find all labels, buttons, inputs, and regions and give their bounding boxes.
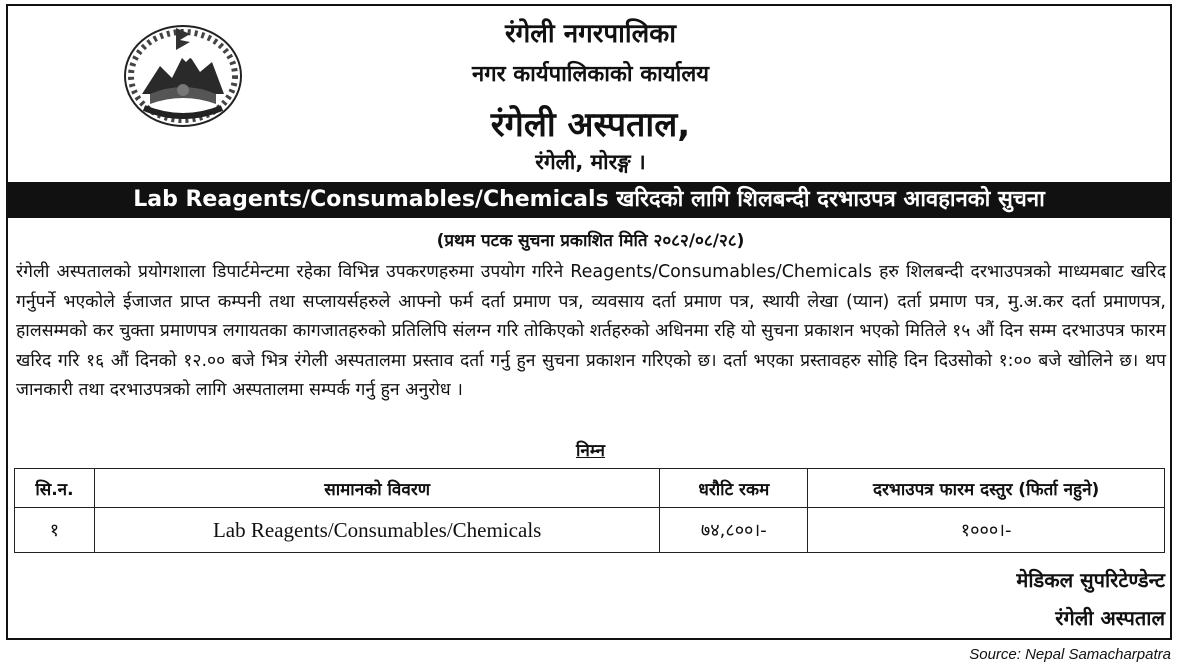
municipality-name: रंगेली नगरपालिका — [505, 19, 676, 49]
cell-serial: १ — [15, 508, 95, 553]
items-table — [14, 468, 1165, 553]
source-credit: Source: Nepal Samacharpatra — [969, 646, 1171, 663]
column-header-deposit: धरौटि रकम — [660, 469, 808, 508]
column-header-description: सामानको विवरण — [94, 469, 659, 508]
notice-body: रंगेली अस्पतालको प्रयोगशाला डिपार्टमेन्टमा रहेका विभिन्न उपकरणहरुमा उपयोग गरिने Reagents/Consumables/Chemicals हरु शिलबन्दी दरभाउपत्रको माध्यमबाट खरिद गर्नुपर्ने भएकोले ईजाजत प्राप्त कम्पनी तथा सप्लायर्सहरुले आफ्नो फर्म दर्ता प्रमाण पत्र, व्यवसाय दर्ता प्रमाण पत्र, स्थायी लेखा (प्यान) दर्ता प्रमाण पत्र, मु.अ.कर दर्ता प्रमाणपत्र, हालसम्मको कर चुक्ता प्रमाणपत्र लगायतका कागजातहरुको प्रतिलिपि संलग्न गरि तोकिएको शर्तहरुको अधिनमा रहि यो सुचना प्रकाशन भएको मितिले १५ औं दिन सम्म दरभाउपत्र फारम खरिद गरि १६ औं दिनको १२.०० बजे भित्र रंगेली अस्पतालमा प्रस्ताव दर्ता गर्नु हुन सुचना प्रकाशन गरिएको छ। दर्ता भएका प्रस्तावहरु सोहि दिन दिउसोको १:०० बजे खोलिने छ। थप जानकारी तथा दरभाउपत्रको लागि अस्पतालमा सम्पर्क गर्नु हुन अनुरोध । — [16, 262, 1166, 400]
cell-description: Lab Reagents/Consumables/Chemicals — [94, 508, 659, 553]
table-header-row — [15, 469, 1165, 508]
office-name: नगर कार्यपालिकाको कार्यालय — [472, 62, 709, 87]
signatory-organization: रंगेली अस्पताल — [1055, 606, 1165, 630]
cell-form-fee: १०००।- — [808, 508, 1165, 553]
signatory-designation: मेडिकल सुपरिटेण्डेन्ट — [1016, 568, 1165, 592]
notice-title-banner: Lab Reagents/Consumables/Chemicals खरिदको लागि शिलबन्दी दरभाउपत्र आवहानको सुचना — [8, 182, 1170, 218]
hospital-address: रंगेली, मोरङ्ग । — [535, 150, 646, 174]
list-heading: निम्न — [575, 441, 605, 461]
publication-date: (प्रथम पटक सुचना प्रकाशित मिति २०८२/०८/२८) — [436, 231, 745, 251]
column-header-form-fee: दरभाउपत्र फारम दस्तुर (फिर्ता नहुने) — [808, 469, 1165, 508]
cell-deposit: ७४,८००।- — [660, 508, 808, 553]
column-header-serial: सि.न. — [15, 469, 95, 508]
table-row — [15, 508, 1165, 553]
hospital-name: रंगेली अस्पताल, — [490, 105, 691, 145]
